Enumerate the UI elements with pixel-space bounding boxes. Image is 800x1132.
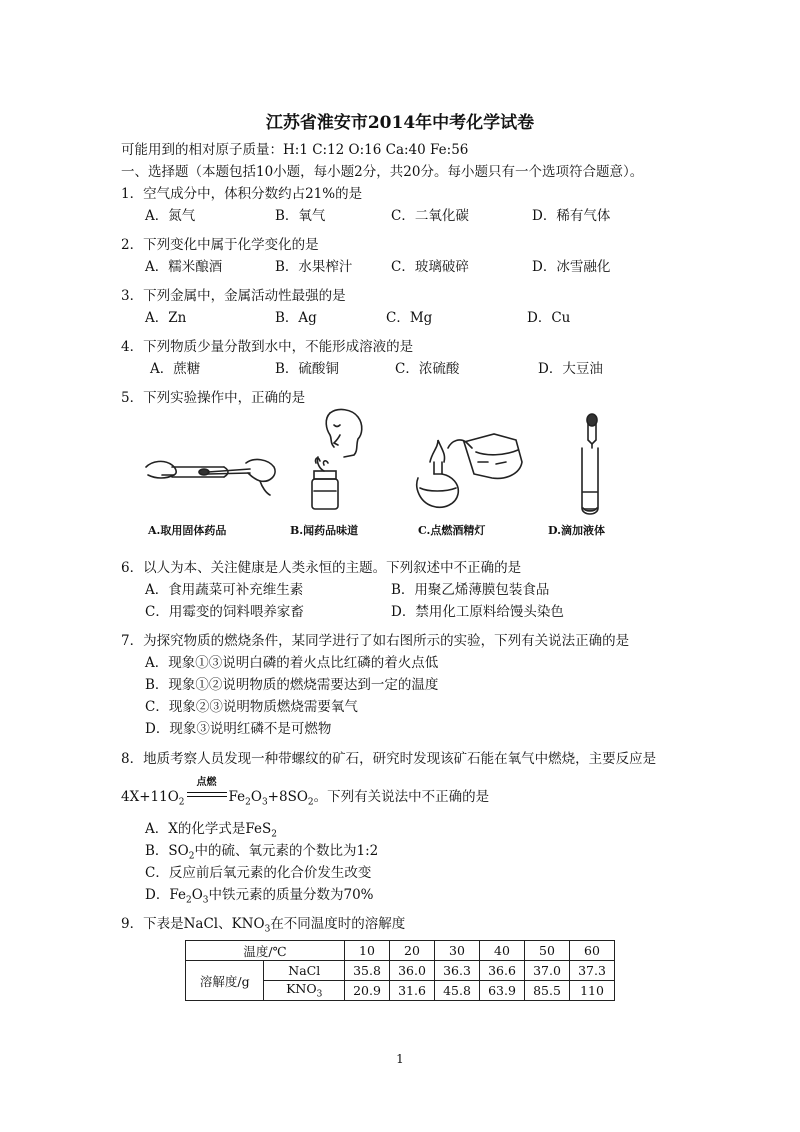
q2-option-d: D．冰雪融化	[532, 259, 611, 275]
q4-option-a: A．蔗糖	[150, 361, 201, 377]
q8-option-c: C．反应前后氧元素的化合价发生改变	[145, 865, 372, 881]
kno3-label: $KNO_3$	[264, 981, 345, 1001]
q4-option-b: B．硫酸铜	[275, 361, 339, 377]
q7-stem: 7．为探究物质的燃烧条件，某同学进行了如右图所示的实验，下列有关说法正确的是	[121, 633, 630, 649]
q5-caption-c: C.点燃酒精灯	[418, 524, 486, 537]
atomic-masses: 可能用到的相对原子质量：H:1 C:12 O:16 Ca:40 Fe:56	[121, 142, 469, 158]
q6-option-d: D．禁用化工原料给馒头染色	[391, 604, 564, 620]
q7-option-d: D．现象③说明红磷不是可燃物	[145, 721, 332, 737]
q8-option-d: D．$Fe_2O_3$中铁元素的质量分数为70%	[145, 887, 374, 906]
q5-stem: 5．下列实验操作中，正确的是	[121, 390, 306, 406]
q7-option-a: A．现象①③说明白磷的着火点比红磷的着火点低	[145, 655, 439, 671]
q9-stem: 9．下表是NaCl、$KNO_3$在不同温度时的溶解度	[121, 916, 406, 935]
q6-stem: 6．以人为本、关注健康是人类永恒的主题。下列叙述中不正确的是	[121, 560, 522, 576]
temp-cell: 40	[480, 941, 525, 961]
q1-stem: 1．空气成分中，体积分数约占21%的是	[121, 186, 363, 202]
nacl-cell: 36.3	[435, 961, 480, 981]
q1-option-d: D．稀有气体	[532, 208, 611, 224]
nacl-label: NaCl	[264, 961, 345, 981]
temp-cell: 50	[525, 941, 570, 961]
q4-option-c: C．浓硫酸	[395, 361, 460, 377]
q5-figure-c	[408, 428, 526, 513]
q8-option-a: A．X的化学式是FeS$_2$	[145, 821, 277, 840]
q3-option-d: D．Cu	[527, 310, 571, 326]
table-header-row	[186, 941, 615, 961]
q8-equation: $4X+11O_2$ 点燃 $Fe_2O_3+8SO_2$。下列有关说法中不正确的是	[121, 788, 489, 812]
temp-cell: 60	[570, 941, 615, 961]
solubility-table	[185, 940, 615, 1001]
row-header: 溶解度/g	[186, 961, 264, 1001]
temp-cell: 20	[390, 941, 435, 961]
q6-option-b: B．用聚乙烯薄膜包装食品	[391, 582, 550, 598]
temp-cell: 30	[435, 941, 480, 961]
section-heading: 一、选择题（本题包括10小题，每小题2分，共20分。每小题只有一个选项符合题意）。	[121, 164, 644, 180]
kno3-cell: 110	[570, 981, 615, 1001]
kno3-cell: 20.9	[345, 981, 390, 1001]
q2-option-a: A．糯米酿酒	[145, 259, 223, 275]
nacl-cell: 36.6	[480, 961, 525, 981]
q1-option-b: B．氧气	[275, 208, 326, 224]
nacl-cell: 37.0	[525, 961, 570, 981]
q8-eq-tail: 。下列有关说法中不正确的是	[313, 789, 490, 805]
q5-caption-a: A.取用固体药品	[148, 524, 227, 537]
kno3-cell: 63.9	[480, 981, 525, 1001]
q1-option-c: C．二氧化碳	[391, 208, 469, 224]
q3-option-a: A．Zn	[145, 310, 187, 326]
q3-stem: 3．下列金属中，金属活动性最强的是	[121, 288, 346, 304]
q6-option-a: A．食用蔬菜可补充维生素	[145, 582, 304, 598]
kno3-cell: 85.5	[525, 981, 570, 1001]
q3-option-c: C．Mg	[386, 310, 433, 326]
kno3-cell: 31.6	[390, 981, 435, 1001]
q2-stem: 2．下列变化中属于化学变化的是	[121, 237, 319, 253]
q5-caption-b: B.闻药品味道	[290, 524, 359, 537]
temp-cell: 10	[345, 941, 390, 961]
temp-header: 温度/℃	[186, 941, 345, 961]
kno3-cell: 45.8	[435, 981, 480, 1001]
q5-figure-b	[300, 405, 370, 515]
q7-option-b: B．现象①②说明物质的燃烧需要达到一定的温度	[145, 677, 439, 693]
nacl-cell: 35.8	[345, 961, 390, 981]
q4-stem: 4．下列物质少量分散到水中，不能形成溶液的是	[121, 339, 414, 355]
q8-eq-condition: 点燃	[196, 777, 217, 788]
q6-option-c: C．用霉变的饲料喂养家畜	[145, 604, 304, 620]
q2-option-b: B．水果榨汁	[275, 259, 353, 275]
q5-figure-a	[142, 445, 282, 505]
q7-option-c: C．现象②③说明物质燃烧需要氧气	[145, 699, 358, 715]
q1-option-a: A．氮气	[145, 208, 196, 224]
q8-option-b: B．$SO_2$中的硫、氧元素的个数比为1:2	[145, 843, 379, 862]
q4-option-d: D．大豆油	[538, 361, 603, 377]
page-title: 江苏省淮安市2014年中考化学试卷	[265, 113, 535, 133]
q2-option-c: C．玻璃破碎	[391, 259, 469, 275]
q5-caption-d: D.滴加液体	[548, 524, 605, 537]
q3-option-b: B．Ag	[275, 310, 317, 326]
nacl-cell: 36.0	[390, 961, 435, 981]
nacl-cell: 37.3	[570, 961, 615, 981]
q8-stem: 8．地质考察人员发现一种带螺纹的矿石，研究时发现该矿石能在氧气中燃烧，主要反应是	[121, 751, 657, 767]
page-number: 1	[396, 1052, 404, 1066]
q5-figure-d	[570, 412, 610, 517]
table-row	[186, 961, 615, 981]
